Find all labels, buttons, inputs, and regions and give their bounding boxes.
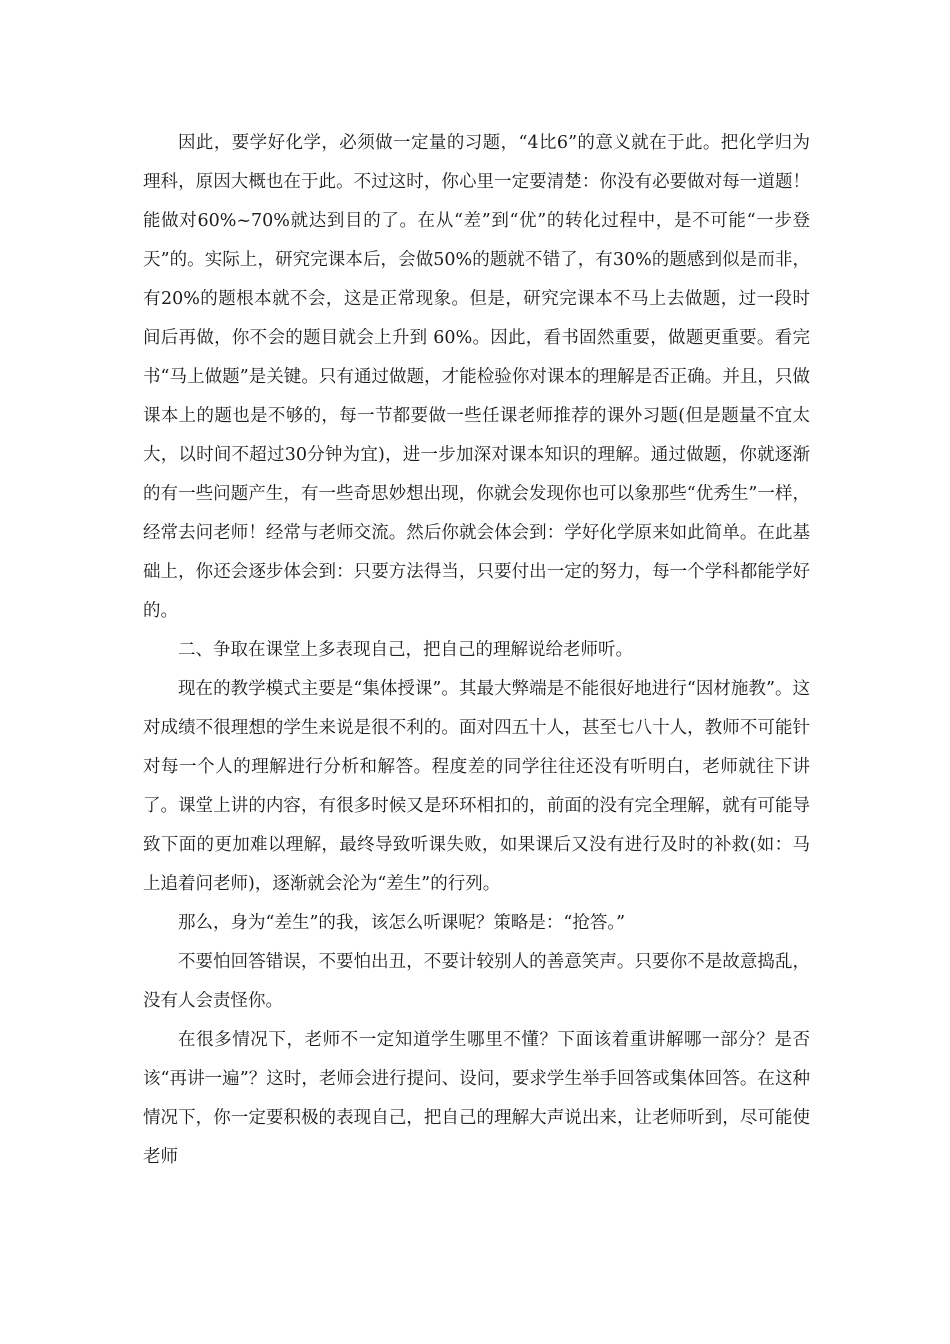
paragraph-practice-exercises: 因此，要学好化学，必须做一定量的习题，“4比6”的意义就在于此。把化学归为理科，原因大概也在于此。不过这时，你心里一定要清楚：你没有必要做对每一道题！能做对60%~70%就达到目的了。在从“差”到“优”的转化过程中，是不可能“一步登天”的。实际上，研究完课本后，会做50%的题就不错了，有30%的题感到似是而非，有20%的题根本就不会，这是正常现象。但是，研究完课本不马上去做题，过一段时间后再做，你不会的题目就会上升到 60%。因此，看书固然重要，做题更重要。看完书“马上做题”是关键。只有通过做题，才能检验你对课本的理解是否正确。并且，只做课本上的题也是不够的，每一节都要做一些任课老师推荐的课外习题(但是题量不宜太大，以时间不超过30分钟为宜)，进一步加深对课本知识的理解。通过做题，你就逐渐的有一些问题产生，有一些奇思妙想出现，你就会发现你也可以象那些“优秀生”一样，经常去问老师！经常与老师交流。然后你就会体会到：学好化学原来如此简单。在此基础上，你还会逐步体会到：只要方法得当，只要付出一定的努力，每一个学科都能学好的。 <box>143 133 810 621</box>
paragraph-strategy: 那么，身为“差生”的我，该怎么听课呢？策略是：“抢答。” <box>178 913 626 933</box>
paragraph-teaching-mode: 现在的教学模式主要是“集体授课”。其最大弊端是不能很好地进行“因材施教”。这对成绩不很理想的学生来说是很不利的。面对四五十人，甚至七八十人，教师不可能针对每一个人的理解进行分析和解答。程度差的同学往往还没有听明白，老师就往下讲了。课堂上讲的内容，有很多时候又是环环相扣的，前面的没有完全理解，就有可能导致下面的更加难以理解，最终导致听课失败，如果课后又没有进行及时的补救(如：马上追着问老师)，逐渐就会沦为“差生”的行列。 <box>143 679 810 894</box>
paragraph-dont-fear: 不要怕回答错误，不要怕出丑，不要计较别人的善意笑声。只要你不是故意捣乱，没有人会责怪你。 <box>143 952 810 1011</box>
section-heading-classroom: 二、争取在课堂上多表现自己，把自己的理解说给老师听。 <box>178 640 633 660</box>
paragraph-teacher-questions: 在很多情况下，老师不一定知道学生哪里不懂？下面该着重讲解哪一部分？是否该“再讲一遍”？这时，老师会进行提问、设问，要求学生举手回答或集体回答。在这种情况下，你一定要积极的表现自己，把自己的理解大声说出来，让老师听到，尽可能使老师 <box>143 1030 810 1167</box>
